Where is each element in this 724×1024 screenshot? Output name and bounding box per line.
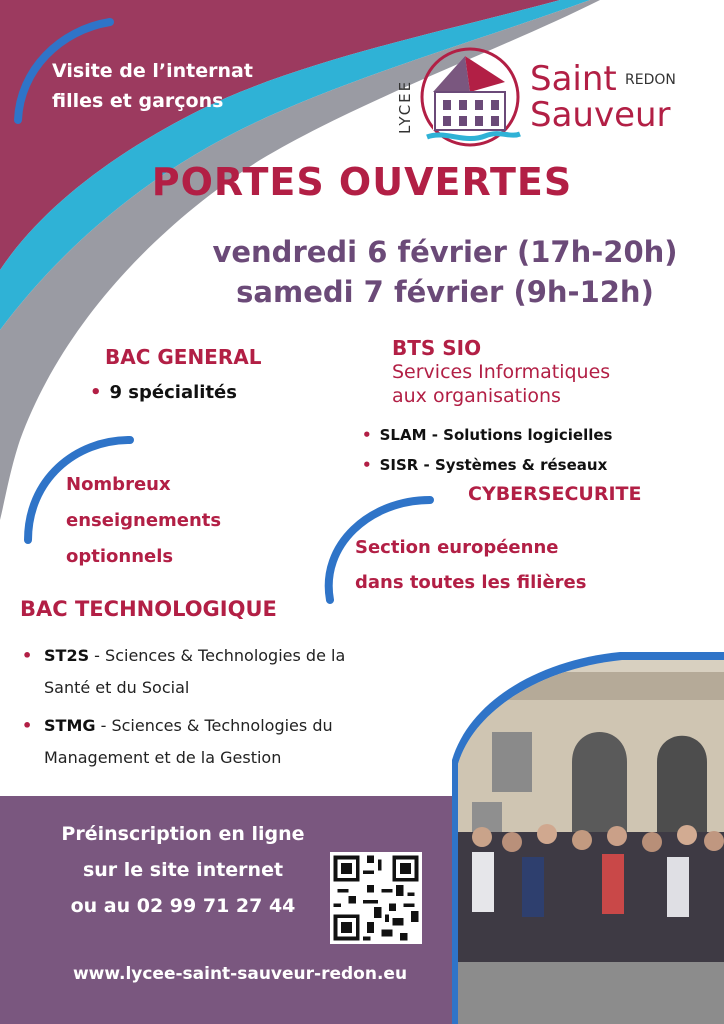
- euro-line-2: dans toutes les filières: [355, 572, 587, 593]
- optional-line-2: enseignements: [66, 510, 222, 531]
- bts-options-list: [362, 420, 712, 480]
- logo-redon-text: REDON: [625, 72, 676, 88]
- event-dates: [190, 232, 700, 312]
- bac-techno-list: [22, 640, 442, 776]
- bts-sio-heading: BTS SIO: [392, 336, 482, 360]
- internat-visit-text: [52, 56, 312, 116]
- cybersecurite-label: CYBERSECURITE: [468, 483, 642, 505]
- bac-general-heading: BAC GENERAL: [105, 345, 262, 369]
- preins-line-1: Préinscription en ligne: [61, 823, 305, 845]
- st2s-code: ST2S: [44, 646, 90, 665]
- students-photo: [452, 652, 724, 1024]
- bac-general-item: • 9 spécialités: [90, 382, 237, 403]
- lycee-building-logo: [385, 42, 685, 152]
- preins-line-2: sur le site internet: [82, 859, 284, 881]
- bac-techno-item-stmg: [22, 710, 442, 774]
- visit-line-2: filles et garçons: [52, 90, 224, 112]
- website-link[interactable]: www.lycee-saint-sauveur-redon.eu: [72, 964, 408, 984]
- stmg-code: STMG: [44, 716, 96, 735]
- bts-sub-line-2: aux organisations: [392, 385, 561, 407]
- preinscription-text: [28, 816, 338, 924]
- date-line-1: vendredi 6 février (17h-20h): [212, 235, 678, 269]
- euro-line-1: Section européenne: [355, 537, 559, 558]
- preins-line-3: ou au 02 99 71 27 44: [70, 895, 296, 917]
- optional-line-3: optionnels: [66, 546, 174, 567]
- european-section-text: [355, 530, 655, 600]
- stmg-text-2: Management et de la Gestion: [44, 748, 282, 767]
- optional-courses-text: [66, 467, 296, 575]
- logo-sauveur-text: Sauveur: [530, 95, 671, 135]
- qr-code-icon[interactable]: [330, 852, 422, 944]
- bts-sio-subtitle: [392, 360, 692, 408]
- bts-option-slam: • SLAM - Solutions logicielles: [362, 420, 712, 450]
- page-title-text: PORTES OUVERTES: [151, 160, 573, 204]
- logo-saint-text: Saint: [530, 59, 617, 99]
- st2s-text-2: Santé et du Social: [44, 678, 190, 697]
- bac-techno-heading: BAC TECHNOLOGIQUE: [20, 597, 277, 621]
- bts-option-sisr: • SISR - Systèmes & réseaux: [362, 450, 712, 480]
- date-line-2: samedi 7 février (9h-12h): [236, 275, 654, 309]
- stmg-text-1: - Sciences & Technologies du: [95, 716, 333, 735]
- st2s-text-1: - Sciences & Technologies de la: [89, 646, 346, 665]
- logo-lycee-text: LYCEE: [396, 79, 414, 134]
- bac-techno-item-st2s: [22, 640, 442, 704]
- visit-line-1: Visite de l’internat: [52, 60, 253, 82]
- bts-sub-line-1: Services Informatiques: [392, 361, 611, 383]
- page-title: [0, 160, 724, 204]
- optional-line-1: Nombreux: [66, 474, 171, 495]
